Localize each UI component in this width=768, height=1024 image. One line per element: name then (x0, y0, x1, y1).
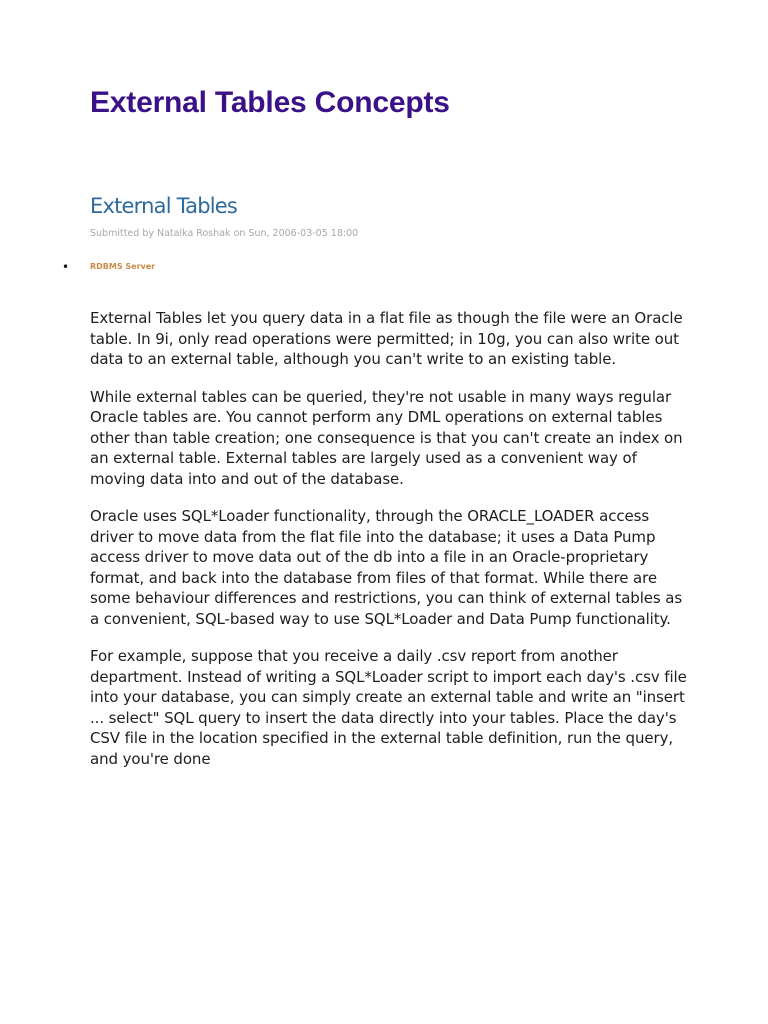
tag-label[interactable]: RDBMS Server (90, 262, 156, 271)
article-body (90, 308, 690, 786)
paragraph: External Tables let you query data in a flat file as though the file were an Oracle table. In 9i, only read operations were permitted; in 10g, you can also write out data to an external table, although you can't write to an existing table. (90, 309, 683, 368)
bullet-icon: • (62, 260, 70, 274)
paragraph: For example, suppose that you receive a daily .csv report from another department. Instead of writing a SQL*Loader script to import each day's .csv file into your database, you can simply create an external table and write an "insert ... select" SQL query to insert the data directly into your tables. Place the day's CSV file in the location specified in the external table definition, run the query, and you're done (90, 647, 687, 768)
tag-item[interactable] (62, 260, 155, 274)
paragraph: Oracle uses SQL*Loader functionality, through the ORACLE_LOADER access driver to move data from the flat file into the database; it uses a Data Pump access driver to move data out of the db into a file in an Oracle-proprietary format, and back into the database from files of that format. While there are some behaviour differences and restrictions, you can think of external tables as a convenient, SQL-based way to use SQL*Loader and Data Pump functionality. (90, 507, 683, 628)
submitted-by-line: Submitted by Natalka Roshak on Sun, 2006-03-05 18:00 (90, 228, 359, 239)
tag-list (62, 260, 155, 274)
paragraph: While external tables can be queried, they're not usable in many ways regular Oracle tables are. You cannot perform any DML operations on external tables other than table creation; one consequence is that you can't create an index on an external table. External tables are largely used as a convenient way of moving data into and out of the database. (90, 387, 683, 488)
page-title: External Tables Concepts (90, 86, 450, 119)
article-heading[interactable]: External Tables (90, 194, 238, 218)
